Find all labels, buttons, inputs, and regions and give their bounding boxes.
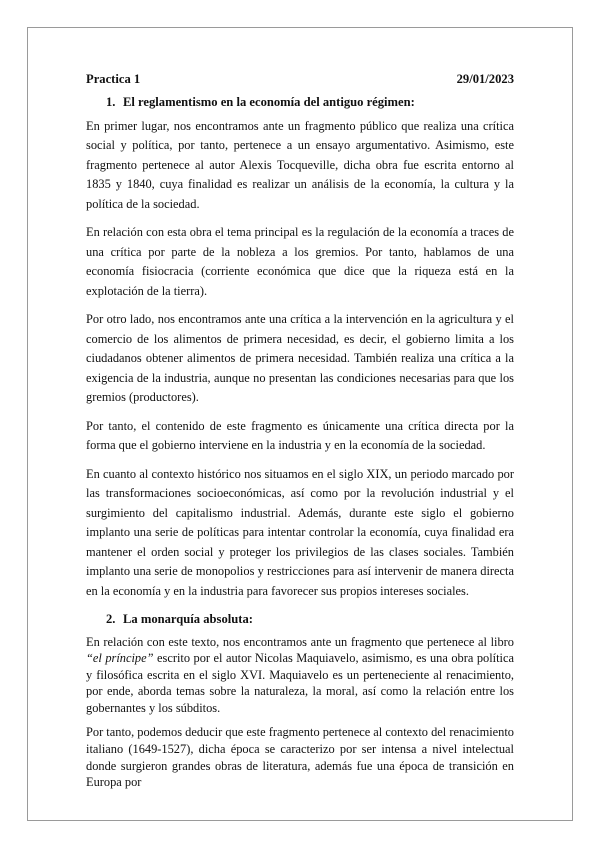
section-1-paragraph: En cuanto al contexto histórico nos situamos en el siglo XIX, un periodo marcado por las transformaciones socioeconómicas, así como por la revolución industrial y el surgimiento del capitalismo industrial. Además, durante este siglo el gobierno implanto una serie de políticas para intentar controlar la economía, cuya finalidad era mantener el orden social y proteger los privilegios de las clases sociales. También implanto una serie de monopolios y restricciones para así intervenir de manera directa en la economía y en la industria para favorecer sus propios intereses sociales. [86,466,514,598]
section-1-number: 1. [106,95,116,109]
header-date: 29/01/2023 [456,72,514,86]
section-2-heading [106,610,514,630]
document-body [86,70,514,799]
section-2-title: La monarquía absoluta: [123,612,253,626]
section-1-paragraph: En primer lugar, nos encontramos ante un fragmento público que realiza una crítica social y política, por tanto, pertenece a un ensayo argumentativo. Asimismo, este fragmento pertenece al autor Alexis Tocqueville, dicha obra fue escrita entorno al 1835 y 1840, cuya finalidad es realizar un análisis de la economía, la cultura y la política de la sociedad. [86,118,514,211]
book-title: “el príncipe” [86,651,154,666]
section-2-paragraph [86,634,514,717]
section-1-paragraph: En relación con esta obra el tema principal es la regulación de la economía a traces de una crítica por parte de la nobleza a los gremios. Por tanto, hablamos de una economía fisiocracia (corriente económica que dice que la riqueza está en la explotación de la tierra). [86,225,514,298]
section-2-number: 2. [106,612,116,626]
section-1-paragraph: Por tanto, el contenido de este fragmento es únicamente una crítica directa por la forma que el gobierno interviene en la industria y en la economía de la sociedad. [86,418,514,452]
header-title: Practica 1 [86,72,141,86]
section-2-text: En relación con este texto, nos encontramos ante un fragmento que pertenece al libro [86,634,514,649]
section-1-paragraph: Por otro lado, nos encontramos ante una crítica a la intervención en la agricultura y el comercio de los alimentos de primera necesidad, es decir, el gobierno limita a los ciudadanos obtener alimentos de primera necesidad. También realiza una crítica a la exigencia de la industria, aunque no presentan las condiciones necesarias para que los gremios (productores). [86,312,514,404]
section-1-heading [106,93,514,113]
document-header [86,70,514,89]
section-2-paragraph: Por tanto, podemos deducir que este fragmento pertenece al contexto del renacimiento italiano (1649-1527), dicha época se caracterizo por ser intensa a nivel intelectual donde surgieron grandes obras de literatura, además fue una época de transición en Europa por [86,725,515,790]
section-2-text: escrito por el autor Nicolas Maquiavelo, asimismo, es una obra política y filosófica escrita en el siglo XVI. Maquiavelo es un perteneciente al renacimiento, por ende, aborda temas sobre la naturaleza, la moral, así como la relación entre los gobernantes y los súbditos. [86,651,514,715]
section-1-title: El reglamentismo en la economía del antiguo régimen: [123,95,415,109]
